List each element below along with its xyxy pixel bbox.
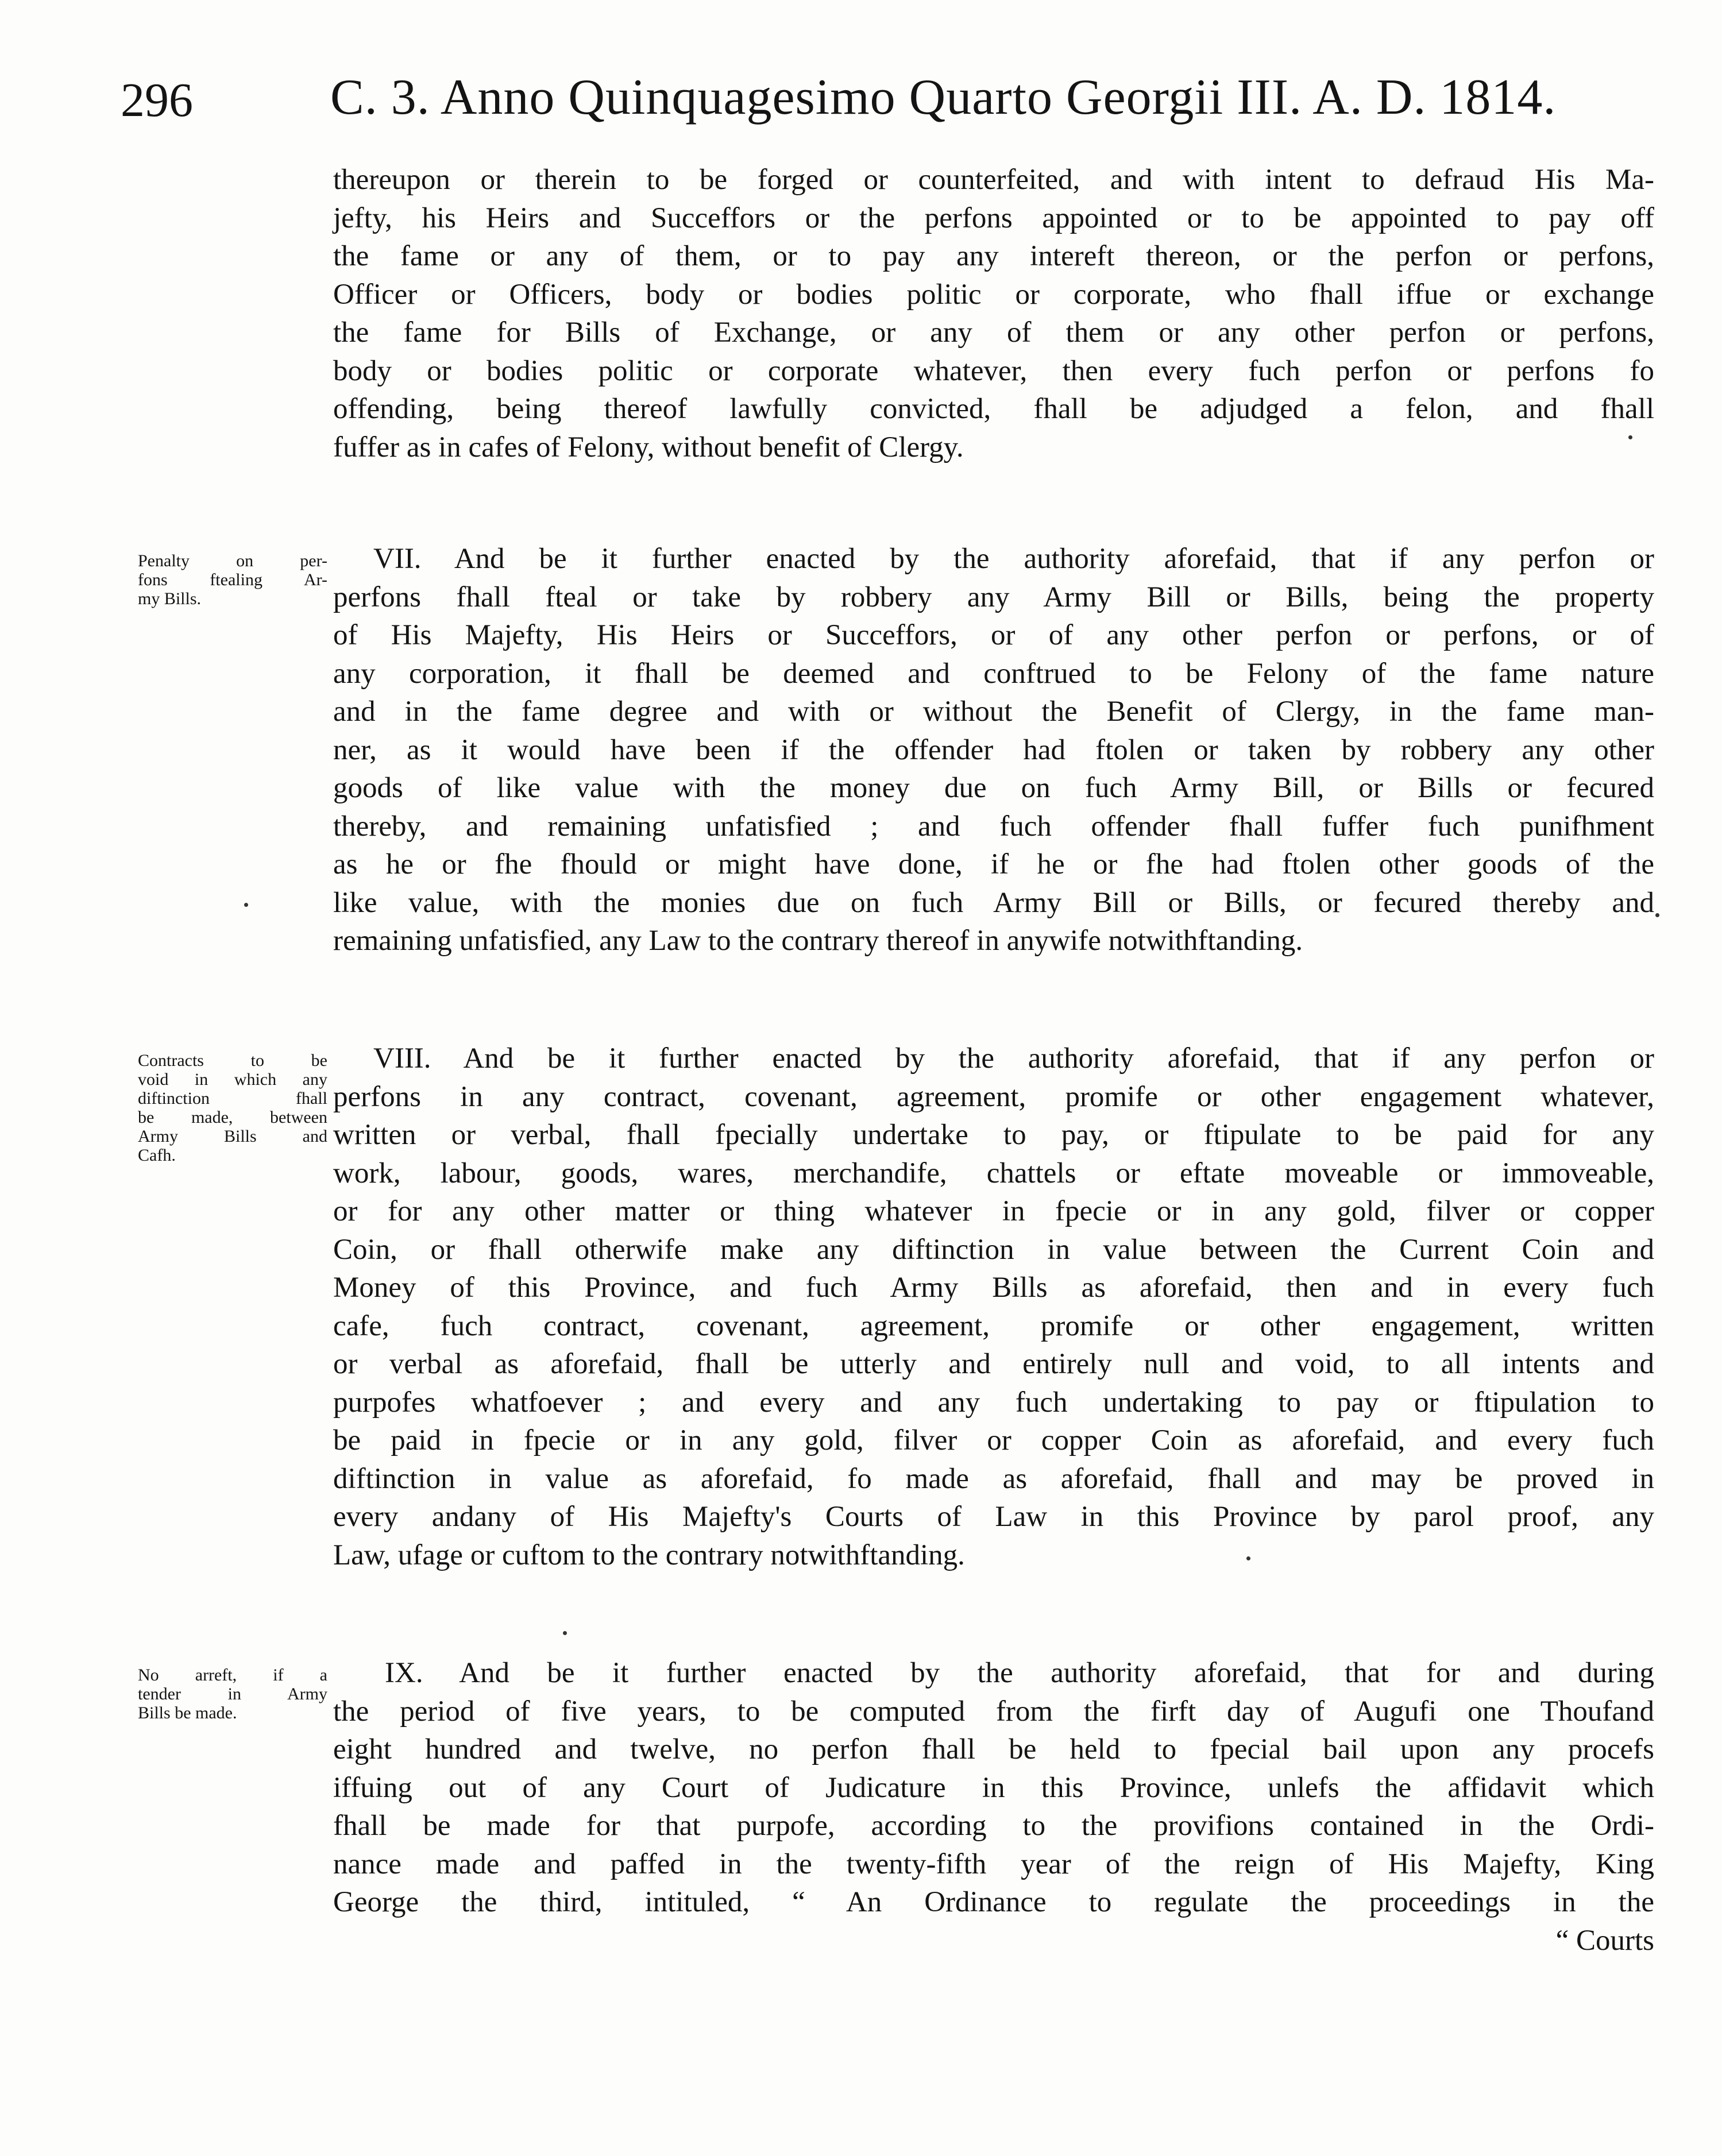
text-line: every andany of His Majefty's Courts of Law in this Province by parol proof, any — [333, 1501, 1654, 1533]
text-line: Money of this Province, and fuch Army Bills as aforefaid, then and in every fuch — [333, 1272, 1654, 1304]
text-line: thereby, and remaining unfatisfied ; and fuch offender fhall fuffer fuch punifhment — [333, 810, 1654, 843]
text-line: purpofes whatfoever ; and every and any fuch undertaking to pay or ftipulation to — [333, 1386, 1654, 1419]
text-line: perfons in any contract, covenant, agreement, promife or other engagement whatever, — [333, 1080, 1654, 1113]
text-line: diftinction in value as aforefaid, fo made as aforefaid, fhall and may be proved in — [333, 1462, 1654, 1495]
page-number: 296 — [121, 74, 193, 127]
scan-speck — [244, 903, 248, 907]
scan-speck — [1655, 913, 1659, 917]
margin-note-section-vii — [138, 551, 327, 608]
text-line: Coin, or fhall otherwife make any diftinction in value between the Current Coin and — [333, 1233, 1654, 1266]
text-line: nance made and paffed in the twenty-fifth year of the reign of His Majefty, King — [333, 1848, 1654, 1880]
continuation-paragraph — [333, 161, 1654, 466]
text-line: work, labour, goods, wares, merchandife, chattels or eftate moveable or immoveable, — [333, 1157, 1654, 1189]
text-line: offending, being thereof lawfully convicted, fhall be adjudged a felon, and fhall — [333, 393, 1654, 425]
text-line: be paid in fpecie or in any gold, filver or copper Coin as aforefaid, and every fuch — [333, 1424, 1654, 1456]
text-line: George the third, intituled, “ An Ordinance to regulate the proceedings in the — [333, 1886, 1654, 1918]
text-line: the fame or any of them, or to pay any intereft thereon, or the perfon or perfons, — [333, 240, 1654, 272]
text-line: any corporation, it fhall be deemed and conftrued to be Felony of the fame nature — [333, 657, 1654, 690]
margin-note-line: my Bills. — [138, 589, 202, 608]
scan-speck — [1246, 1556, 1250, 1560]
margin-note-line: void in which any — [138, 1070, 327, 1089]
margin-note-line: Bills be made. — [138, 1703, 237, 1722]
scan-speck — [1628, 435, 1632, 439]
margin-note-line: Penalty on per- — [138, 551, 327, 570]
text-line: or for any other matter or thing whatever in fpecie or in any gold, filver or copper — [333, 1195, 1654, 1227]
text-line: eight hundred and twelve, no perfon fhall be held to fpecial bail upon any procefs — [333, 1733, 1654, 1765]
text-line: remaining unfatisfied, any Law to the contrary thereof in anywife notwithftanding. — [333, 925, 1303, 957]
text-line: the period of five years, to be computed from the firft day of Augufi one Thoufand — [333, 1695, 1654, 1728]
text-line: of His Majefty, His Heirs or Succeffors, or of any other perfon or perfons, or of — [333, 619, 1654, 651]
text-line: written or verbal, fhall fpecially undertake to pay, or ftipulate to be paid for any — [333, 1119, 1654, 1151]
text-line: body or bodies politic or corporate whatever, then every fuch perfon or perfons fo — [333, 354, 1654, 387]
margin-note-line: be made, between — [138, 1108, 327, 1127]
text-line: cafe, fuch contract, covenant, agreement, promife or other engagement, written — [333, 1309, 1654, 1342]
text-line: or verbal as aforefaid, fhall be utterly and entirely null and void, to all intents and — [333, 1348, 1654, 1380]
text-line: perfons fhall fteal or take by robbery any Army Bill or Bills, being the property — [333, 581, 1654, 613]
text-line: jefty, his Heirs and Succeffors or the perfons appointed or to be appointed to pay off — [333, 202, 1654, 234]
text-line: thereupon or therein to be forged or counterfeited, and with intent to defraud His Ma- — [333, 164, 1654, 196]
margin-note-line: Cafh. — [138, 1146, 176, 1165]
text-line: VIII. And be it further enacted by the authority aforefaid, that if any perfon or — [373, 1042, 1654, 1075]
margin-note-line: fons ftealing Ar- — [138, 570, 327, 589]
text-line: Officer or Officers, body or bodies politic or corporate, who fhall iffue or exchange — [333, 278, 1654, 311]
margin-note-section-viii — [138, 1051, 327, 1165]
margin-note-line: Contracts to be — [138, 1051, 327, 1070]
text-line: IX. And be it further enacted by the authority aforefaid, that for and during — [385, 1657, 1654, 1689]
text-line: VII. And be it further enacted by the authority aforefaid, that if any perfon or — [373, 543, 1654, 575]
margin-note-line: No arreft, if a — [138, 1666, 327, 1684]
text-line: Law, ufage or cuftom to the contrary notwithftanding. — [333, 1539, 965, 1571]
scan-speck — [563, 1631, 567, 1635]
text-line: fhall be made for that purpofe, according to the provifions contained in the Ordi- — [333, 1810, 1654, 1842]
margin-note-line: Army Bills and — [138, 1127, 327, 1146]
text-line: the fame for Bills of Exchange, or any of them or any other perfon or perfons, — [333, 316, 1654, 349]
text-line: ner, as it would have been if the offender had ftolen or taken by robbery any other — [333, 733, 1654, 766]
text-line: and in the fame degree and with or without the Benefit of Clergy, in the fame man- — [333, 696, 1654, 728]
margin-note-section-ix — [138, 1666, 327, 1722]
catchword: “ Courts — [1555, 1924, 1654, 1957]
margin-note-line: tender in Army — [138, 1684, 327, 1703]
running-head: C. 3. Anno Quinquagesimo Quarto Georgii III. A. D. 1814. — [330, 69, 1557, 125]
text-line: iffuing out of any Court of Judicature in this Province, unlefs the affidavit which — [333, 1771, 1654, 1804]
section-ix-paragraph — [333, 1654, 1654, 1960]
margin-note-line: diftinction fhall — [138, 1089, 327, 1108]
text-line: fuffer as in cafes of Felony, without benefit of Clergy. — [333, 431, 964, 463]
section-vii-paragraph — [333, 540, 1654, 960]
section-viii-paragraph — [333, 1040, 1654, 1574]
text-line: like value, with the monies due on fuch Army Bill or Bills, or fecured thereby and — [333, 886, 1654, 919]
text-line: as he or fhe fhould or might have done, if he or fhe had ftolen other goods of the — [333, 848, 1654, 880]
text-line: goods of like value with the money due on fuch Army Bill, or Bills or fecured — [333, 772, 1654, 804]
